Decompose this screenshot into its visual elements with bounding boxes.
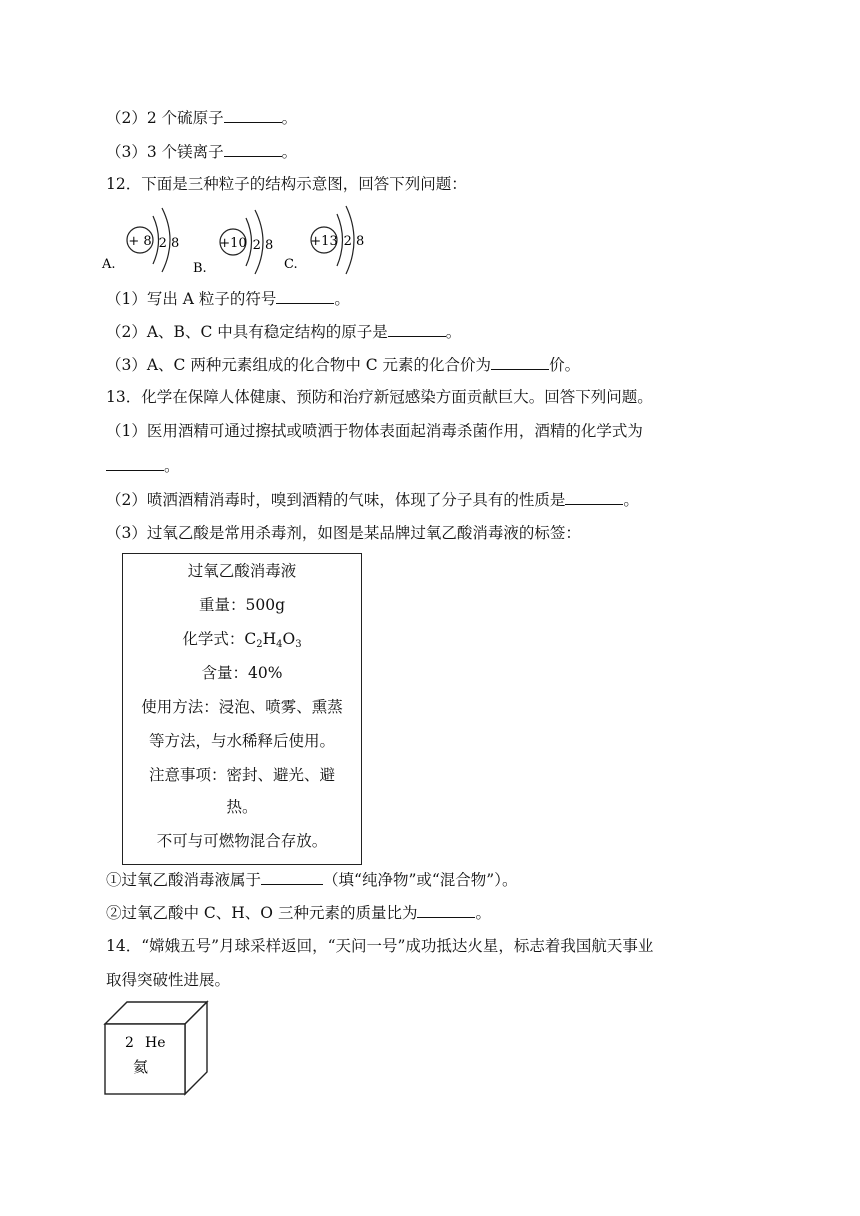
- q13-item-1-line-1: （1）医用酒精可通过擦拭或喷洒于物体表面起消毒杀菌作用，酒精的化学式为: [106, 422, 643, 440]
- formula-o: O: [282, 630, 296, 648]
- formula-o-sub: 3: [295, 639, 302, 650]
- answer-blank[interactable]: [224, 106, 282, 123]
- q14-stem-line-2: 取得突破性进展。: [106, 971, 231, 989]
- q12-stem: 12．下面是三种粒子的结构示意图，回答下列问题：: [106, 175, 467, 193]
- q11-item-2-suffix: 。: [281, 109, 298, 127]
- answer-blank[interactable]: [276, 287, 334, 304]
- nucleus-charge-a: + 8: [128, 234, 152, 249]
- q12-item-3: [106, 353, 580, 376]
- q13-sub-2-suffix: 。: [475, 904, 491, 922]
- diagram-letter-b: B.: [193, 261, 207, 276]
- q12-item-3-text: （3）A、C 两种元素组成的化合物中 C 元素的化合价为: [106, 356, 492, 374]
- label-note-2: 热。: [226, 798, 258, 816]
- q11-item-3: [106, 140, 297, 163]
- element-cube-helium: [103, 1000, 213, 1100]
- answer-blank[interactable]: [261, 868, 323, 885]
- q12-item-2-text: （2）A、B、C 中具有稳定结构的原子是: [106, 323, 388, 341]
- q13-sub-1-text: ①过氧乙酸消毒液属于: [106, 871, 262, 889]
- q12-item-3-suffix: 价。: [549, 356, 581, 374]
- q13-stem: 13．化学在保障人体健康、预防和治疗新冠感染方面贡献巨大。回答下列问题。: [106, 388, 653, 406]
- q13-sub-2: [106, 901, 491, 924]
- label-weight: 重量：500g: [198, 596, 285, 614]
- q12-item-1-suffix: 。: [334, 290, 350, 308]
- q13-sub-2-text: ②过氧乙酸中 C、H、O 三种元素的质量比为: [106, 904, 418, 922]
- electron-shells-b: 2 8: [252, 238, 274, 253]
- q13-item-1-suffix: 。: [164, 457, 180, 475]
- element-name: 氦: [133, 1058, 149, 1076]
- q13-item-1-line-2: [106, 454, 180, 477]
- formula-c: C: [244, 630, 257, 648]
- formula-c-sub: 2: [256, 639, 263, 650]
- q13-item-2: [106, 488, 639, 511]
- nucleus-charge-c: +13: [310, 234, 338, 249]
- answer-blank[interactable]: [417, 901, 475, 918]
- atom-diagram-a: [101, 208, 179, 272]
- q11-item-2: [106, 106, 297, 129]
- answer-blank[interactable]: [565, 488, 623, 505]
- q11-item-3-suffix: 。: [281, 143, 298, 161]
- q14-stem-line-1: 14．“嫦娥五号”月球采样返回，“天问一号”成功抵达火星，标志着我国航天事业: [106, 937, 654, 955]
- q12-item-2-suffix: 。: [445, 323, 462, 341]
- atom-diagram-b: [193, 210, 273, 276]
- q12-item-2: [106, 320, 461, 343]
- label-formula-prefix: 化学式：: [182, 630, 245, 648]
- answer-blank[interactable]: [224, 140, 282, 157]
- q13-item-2-text: （2）喷洒酒精消毒时，嗅到酒精的气味，体现了分子具有的性质是: [106, 491, 566, 509]
- label-note-1: 注意事项：密封、避光、避: [148, 766, 335, 784]
- q13-item-2-suffix: 。: [623, 491, 639, 509]
- q13-sub-1: [106, 868, 517, 891]
- element-symbol: He: [145, 1035, 166, 1051]
- answer-blank[interactable]: [491, 353, 549, 370]
- label-note-3: 不可与可燃物混合存放。: [156, 832, 328, 850]
- label-name: 过氧乙酸消毒液: [187, 562, 297, 580]
- label-usage-1: 使用方法：浸泡、喷雾、熏蒸: [141, 698, 343, 716]
- label-formula: [123, 628, 361, 656]
- formula-h: H: [262, 630, 277, 648]
- atom-structure-diagrams: [100, 202, 380, 278]
- q11-item-3-text: （3）3 个镁离子: [106, 143, 224, 161]
- electron-shells-a: 2 8: [158, 236, 180, 251]
- diagram-letter-c: C.: [284, 257, 298, 272]
- q12-item-1-text: （1）写出 A 粒子的符号: [106, 290, 277, 308]
- nucleus-charge-b: +10: [219, 236, 247, 251]
- electron-shells-c: 2 8: [343, 234, 365, 249]
- element-number: 2: [125, 1035, 134, 1051]
- formula-h-sub: 4: [276, 639, 283, 650]
- answer-blank[interactable]: [106, 454, 164, 471]
- label-usage-2: 等方法，与水稀释后使用。: [148, 732, 335, 750]
- disinfectant-label: [122, 553, 362, 865]
- atom-diagram-c: [284, 206, 364, 274]
- q12-item-1: [106, 287, 350, 310]
- label-content: 含量：40%: [201, 664, 283, 682]
- answer-blank[interactable]: [388, 320, 446, 337]
- q11-item-2-text: （2）2 个硫原子: [106, 109, 224, 127]
- diagram-letter-a: A.: [102, 257, 116, 272]
- q13-item-3: （3）过氧乙酸是常用杀毒剂，如图是某品牌过氧乙酸消毒液的标签：: [106, 524, 581, 542]
- q13-sub-1-suffix: （填“纯净物”或“混合物”）。: [323, 871, 518, 889]
